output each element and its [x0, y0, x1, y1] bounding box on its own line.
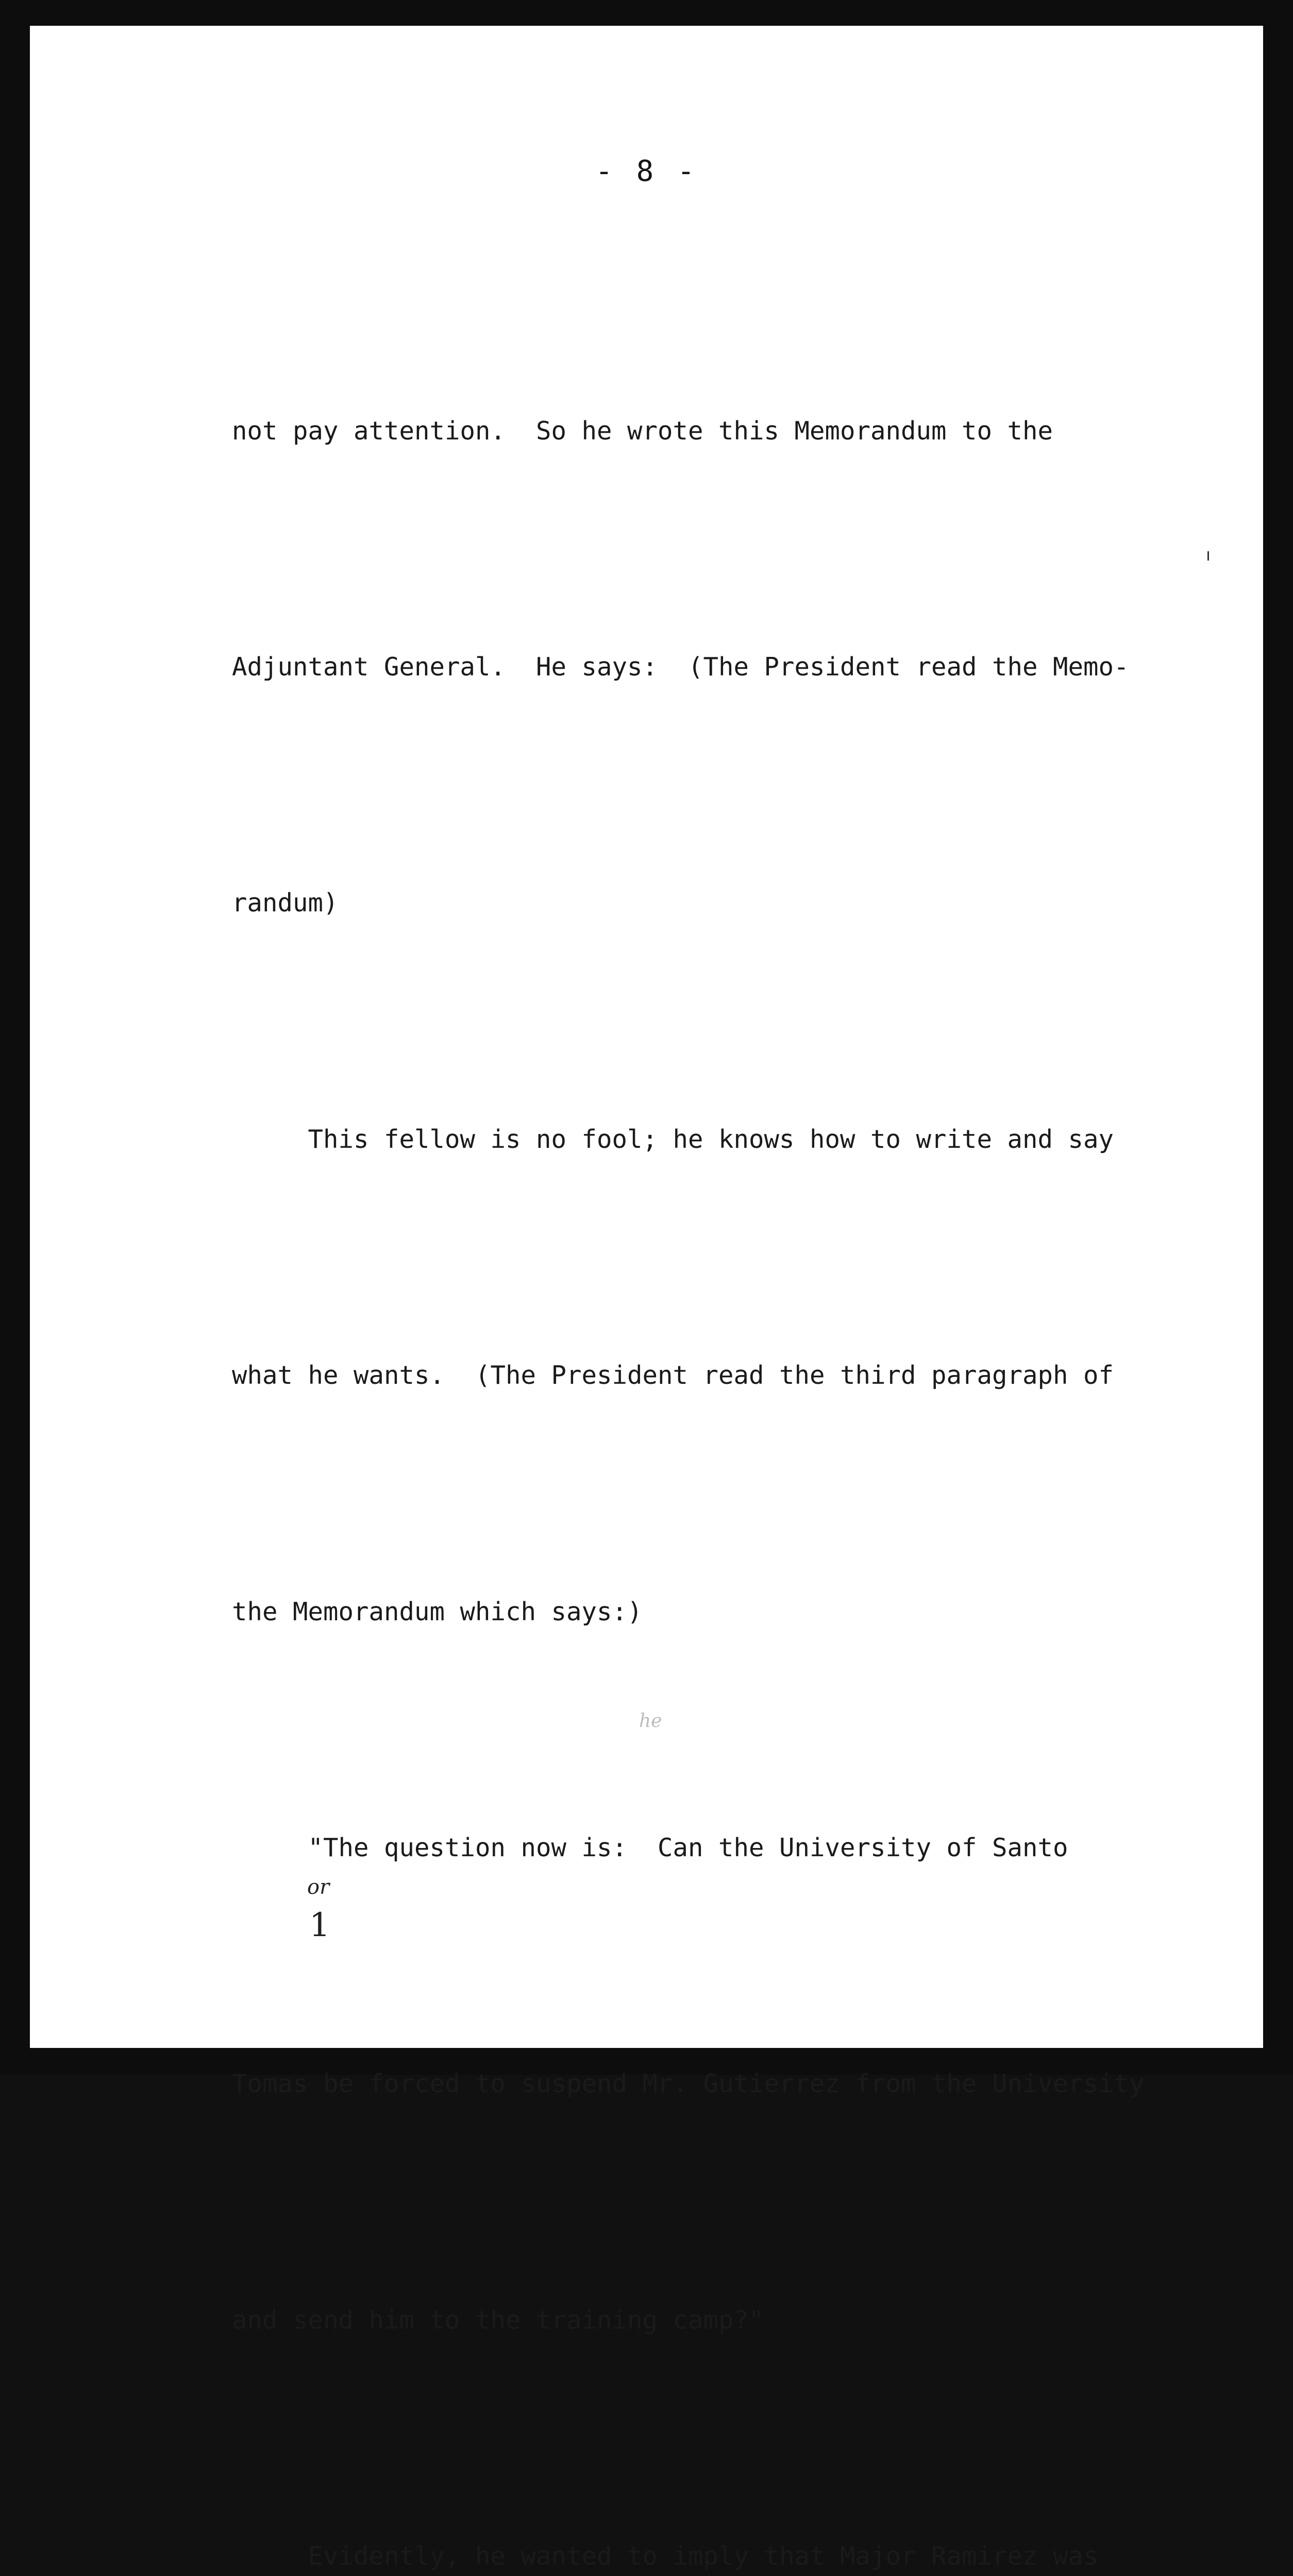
text-line: Tomas be forced to suspend Mr. Gutierrez from the University — [232, 2069, 1145, 2099]
text-line: "The question now is: Can the University of Santo — [232, 1833, 1068, 1862]
text-line: not pay attention. So he wrote this Memorandum to the — [232, 416, 1053, 446]
typed-body-text — [232, 234, 1206, 2576]
text-line: randum) — [232, 888, 339, 918]
text-line: what he wants. (The President read the third paragraph of — [232, 1361, 1114, 1391]
text-line: the Memorandum which says:) — [232, 1597, 643, 1626]
text-line: and send him to the training camp?" — [232, 2305, 764, 2335]
text-line: Adjuntant General. He says: (The President read the Memo- — [232, 652, 1129, 682]
faint-handwritten-mark: he — [639, 1710, 662, 1732]
handwritten-insertion: or — [307, 1875, 330, 1899]
text-line: This fellow is no fool; he knows how to write and say — [232, 1124, 1114, 1154]
text-line: Evidently, he wanted to imply that Major Ramirez was — [232, 2541, 1099, 2571]
page-number: - 8 - — [595, 155, 698, 188]
margin-tick-mark — [1207, 551, 1209, 561]
handwritten-caret-mark: 1 — [309, 1906, 330, 1944]
